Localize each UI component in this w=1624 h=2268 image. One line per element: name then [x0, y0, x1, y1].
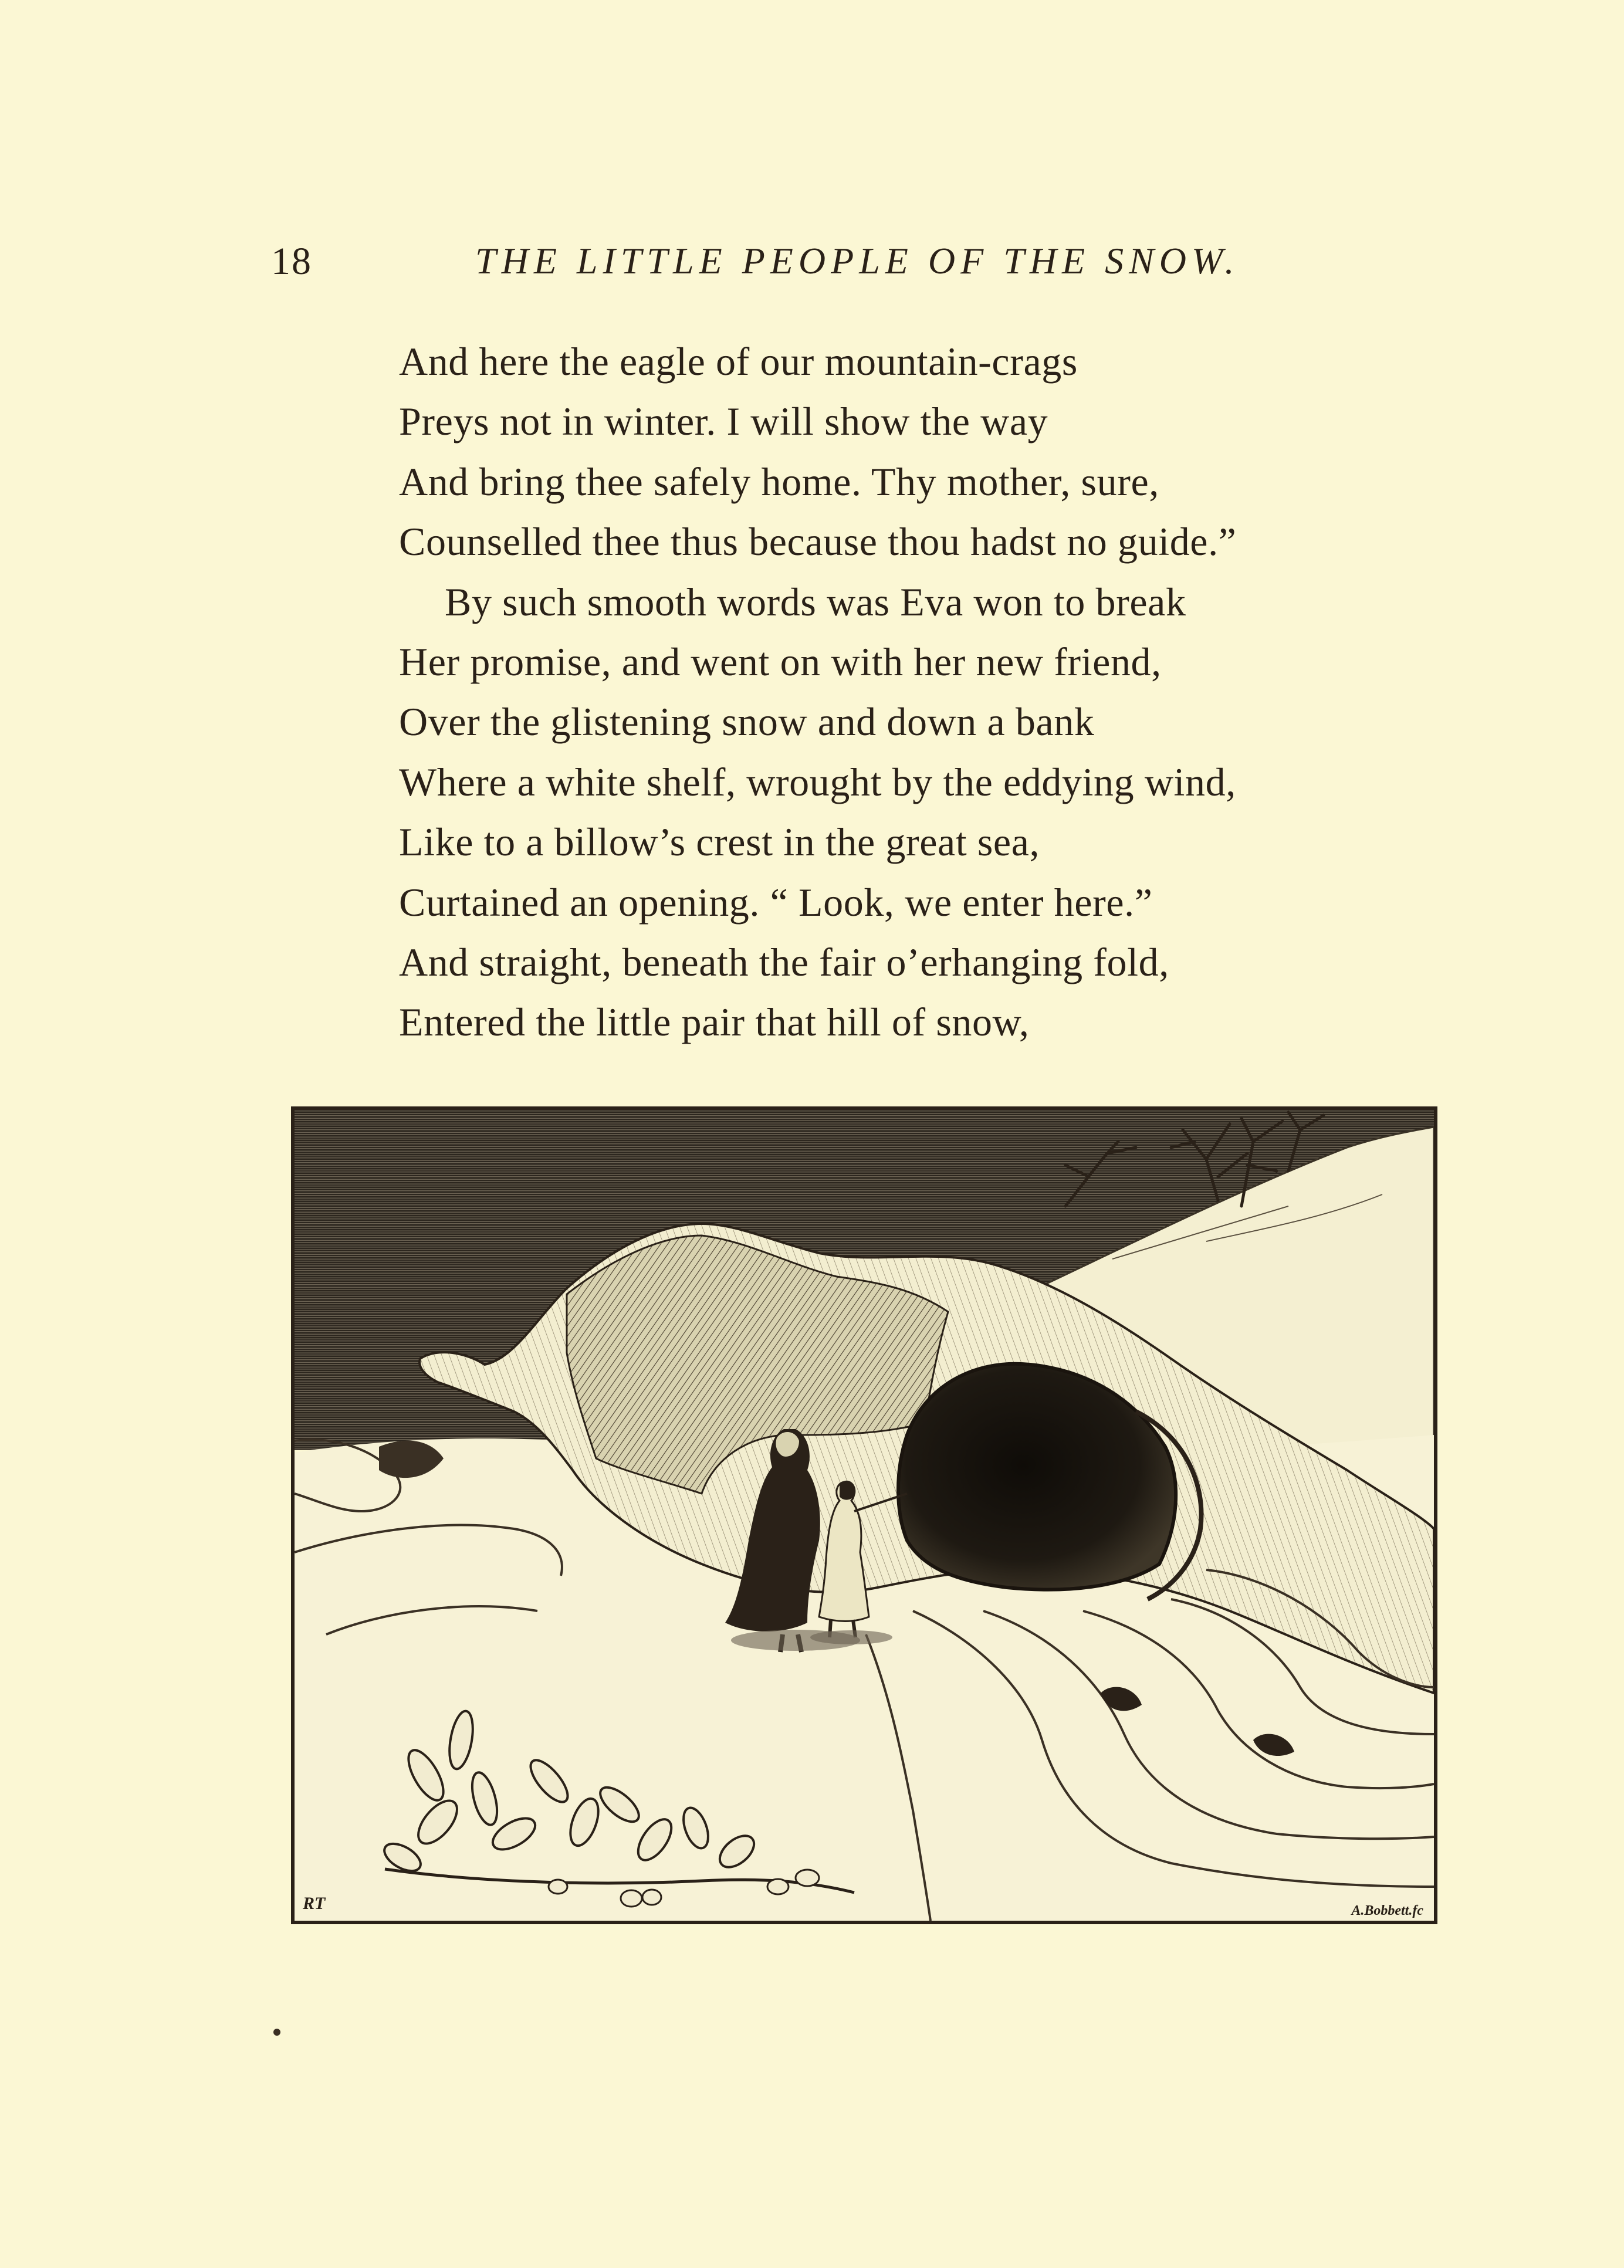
ink-speck — [273, 2029, 280, 2036]
poem-line: Preys not in winter. I will show the way — [399, 399, 1048, 444]
poem-line: By such smooth words was Eva won to break — [445, 579, 1186, 624]
poem-line: Like to a billow’s crest in the great sea, — [399, 820, 1040, 865]
poem-line: Where a white shelf, wrought by the eddying wind, — [399, 759, 1236, 804]
poem-line: And straight, beneath the fair o’erhanging fold, — [399, 939, 1169, 984]
engraving-svg — [291, 1106, 1437, 1924]
poem-line: And bring thee safely home. Thy mother, sure, — [399, 459, 1159, 504]
poem-line: Curtained an opening. “ Look, we enter here.” — [399, 879, 1153, 925]
engraver-signature: A.Bobbett.fc — [1351, 1903, 1423, 1918]
poem-text — [399, 331, 1408, 1052]
artist-monogram: RT — [303, 1894, 326, 1913]
poem-line: Counselled thee thus because thou hadst no guide.” — [399, 519, 1237, 564]
snow-cave-engraving — [291, 1106, 1437, 1924]
poem-line: And here the eagle of our mountain-crags — [399, 339, 1078, 384]
page-number: 18 — [271, 240, 312, 283]
poem-line: Over the glistening snow and down a bank — [399, 699, 1095, 744]
running-head: THE LITTLE PEOPLE OF THE SNOW. — [475, 240, 1240, 282]
poem-line: Entered the little pair that hill of snow, — [399, 1000, 1030, 1045]
poem-line: Her promise, and went on with her new friend, — [399, 639, 1162, 684]
